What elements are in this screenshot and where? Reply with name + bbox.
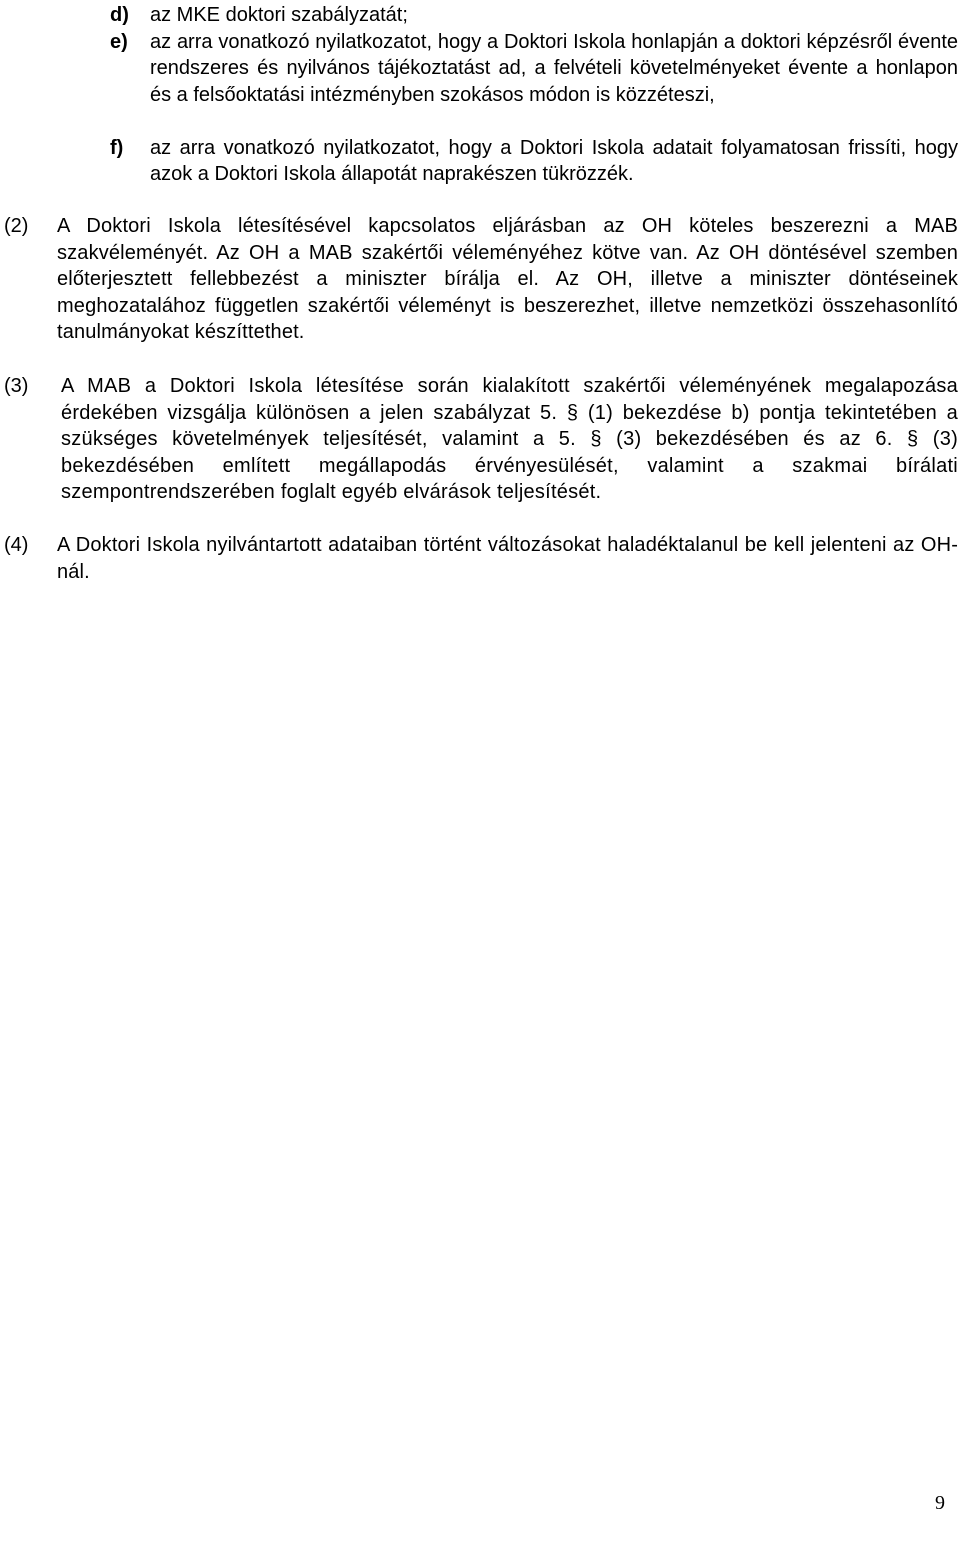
paragraph-number: (4) bbox=[4, 534, 29, 556]
list-item-text: az arra vonatkozó nyilatkozatot, hogy a Doktori Iskola honlapján a doktori képzésről évente rendszeres és nyilvános tájékoztatást ad, a felvételi követelményeket évente a honlapon és a felsőoktatási intézményben szokásos módon is közzéteszi, bbox=[150, 30, 958, 106]
list-item-text: az arra vonatkozó nyilatkozatot, hogy a Doktori Iskola adatait folyamatosan frissíti, hogy azok a Doktori Iskola állapotát naprakészen tükrözzék. bbox=[150, 136, 958, 185]
paragraph-4 bbox=[4, 532, 958, 585]
list-item-e bbox=[110, 29, 958, 109]
paragraph-text: A MAB a Doktori Iskola létesítése során kialakított szakértői véleményének megalapozása érdekében vizsgálja különösen a jelen szabályzat 5. § (1) bekezdése b) pontja tekintetében a szükséges követelmények teljesítését, valamint a 5. § (3) bekezdésében és az 6. § (3) bekezdésében említett megállapodás érvényesülését, valamint a szakmai bírálati szempontrendszerében foglalt egyéb elvárások teljesítését. bbox=[61, 375, 958, 503]
list-item-text: az MKE doktori szabályzatát; bbox=[150, 4, 408, 26]
page-number: 9 bbox=[935, 1492, 945, 1514]
list-item-d bbox=[110, 2, 958, 29]
paragraph-text: A Doktori Iskola létesítésével kapcsolatos eljárásban az OH köteles beszerezni a MAB szakvéleményét. Az OH a MAB szakértői véleményéhez kötve van. Az OH döntésével szemben előterjesztett fellebbezést a miniszter bírálja el. Az OH, illetve a miniszter döntéseinek meghozatalához független szakértői véleményt is beszerezhet, illetve nemzetközi összehasonlító tanulmányokat készíttethet. bbox=[57, 215, 958, 343]
list-item-f bbox=[110, 135, 958, 188]
paragraph-3 bbox=[4, 373, 958, 506]
list-item-label: d) bbox=[110, 4, 129, 26]
paragraph-number: (3) bbox=[4, 375, 29, 397]
paragraph-number: (2) bbox=[4, 215, 29, 237]
paragraph-text: A Doktori Iskola nyilvántartott adataiban történt változásokat haladéktalanul be kell jelenteni az OH-nál. bbox=[57, 534, 958, 583]
list-item-label: f) bbox=[110, 136, 124, 159]
paragraph-2 bbox=[4, 213, 958, 346]
list-item-label: e) bbox=[110, 30, 128, 53]
